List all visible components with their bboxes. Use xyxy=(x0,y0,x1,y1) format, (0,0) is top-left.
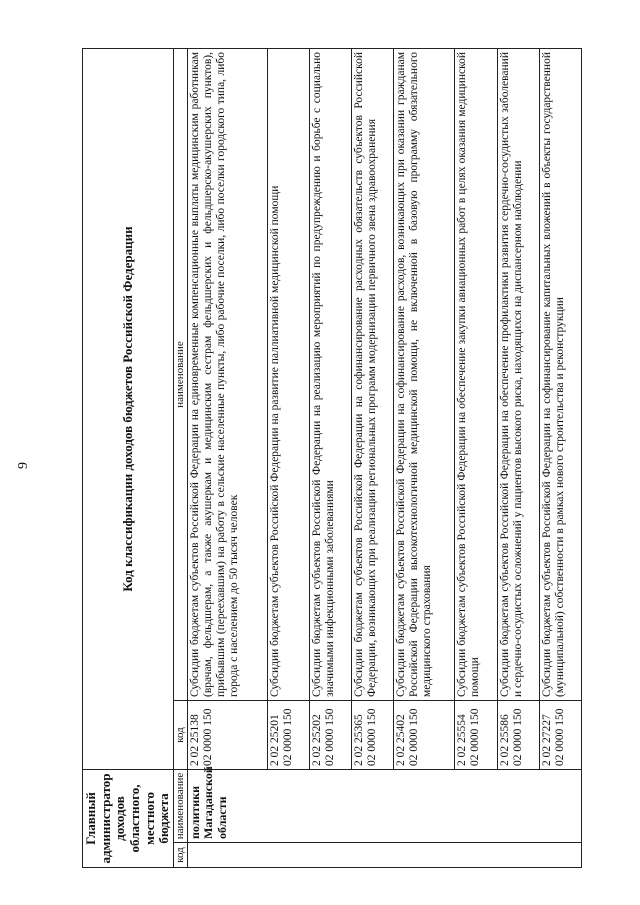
table-row xyxy=(187,49,267,868)
table-row xyxy=(497,49,539,868)
admin-code-subheader: код xyxy=(174,843,187,868)
table-row xyxy=(352,49,394,868)
row-code: 2 02 25365 02 0000 150 xyxy=(352,700,394,769)
admin-name-cell: политики Магаданской области xyxy=(187,769,581,842)
table-row xyxy=(539,49,581,868)
table-row xyxy=(267,49,309,868)
classification-header: Код классификации доходов бюджетов Российской Федерации xyxy=(83,49,174,770)
row-code: 2 02 25586 02 0000 150 xyxy=(497,700,539,769)
table-row xyxy=(394,49,455,868)
row-description: Субсидии бюджетам субъектов Российской Федерации на софинансирование расходов, возникающих при оказании гражданам Российской Федерации высокотехнологичной медицинской помощи, не включенной в базовую программу обязательного медицинского страхования xyxy=(394,49,455,701)
admin-header: Главный администратор доходов областного, местного бюджета xyxy=(83,769,174,867)
table-row xyxy=(309,49,351,868)
row-code: 2 02 25138 02 0000 150 xyxy=(187,700,267,769)
row-code: 2 02 27227 02 0000 150 xyxy=(539,700,581,769)
row-code: 2 02 25554 02 0000 150 xyxy=(455,700,497,769)
page-number: 9 xyxy=(16,462,31,469)
row-description: Субсидии бюджетам субъектов Российской Федерации на софинансирование капитальных вложений в объекты государственной (муниципальной) собственности в рамках нового строительства и реконструкции xyxy=(539,49,581,701)
row-description: Субсидии бюджетам субъектов Российской Федерации на развитие паллиативной медицинской помощи xyxy=(267,49,309,701)
class-name-subheader: наименование xyxy=(174,49,187,701)
admin-code-cell xyxy=(187,843,581,868)
row-description: Субсидии бюджетам субъектов Российской Федерации на единовременные компенсационные выплаты медицинским работникам (врачам, фельдшерам, а также акушеркам и медицинским сестрам фельдшерских и фельдшерско-акушерских пунктов), прибывшим (переехавшим) на работу в сельские населенные пункты, либо рабочие поселки, либо поселки городского типа, либо города с населением до 50 тысяч человек xyxy=(187,49,267,701)
row-code: 2 02 25202 02 0000 150 xyxy=(309,700,351,769)
row-description: Субсидии бюджетам субъектов Российской Федерации на обеспечение профилактики развития сердечно-сосудистых заболеваний и сердечно-сосудистых осложнений у пациентов высокого риска, находящихся на диспансерном наблюдении xyxy=(497,49,539,701)
budget-classification-table xyxy=(82,48,582,868)
class-code-subheader: код xyxy=(174,700,187,769)
row-code: 2 02 25402 02 0000 150 xyxy=(394,700,455,769)
row-description: Субсидии бюджетам субъектов Российской Федерации на реализацию мероприятий по предупреждению и борьбе с социально значимыми инфекционными заболеваниями xyxy=(309,49,351,701)
row-code: 2 02 25201 02 0000 150 xyxy=(267,700,309,769)
admin-name-subheader: наименование xyxy=(174,769,187,842)
row-description: Субсидии бюджетам субъектов Российской Федерации на обеспечение закупки авиационных работ в целях оказания медицинской помощи xyxy=(455,49,497,701)
table-row xyxy=(455,49,497,868)
row-description: Субсидии бюджетам субъектов Российской Федерации на софинансирование расходных обязательств субъектов Российской Федерации, возникающих при реализации региональных программ модернизации первичного звена здравоохранения xyxy=(352,49,394,701)
budget-table-container xyxy=(82,48,582,868)
